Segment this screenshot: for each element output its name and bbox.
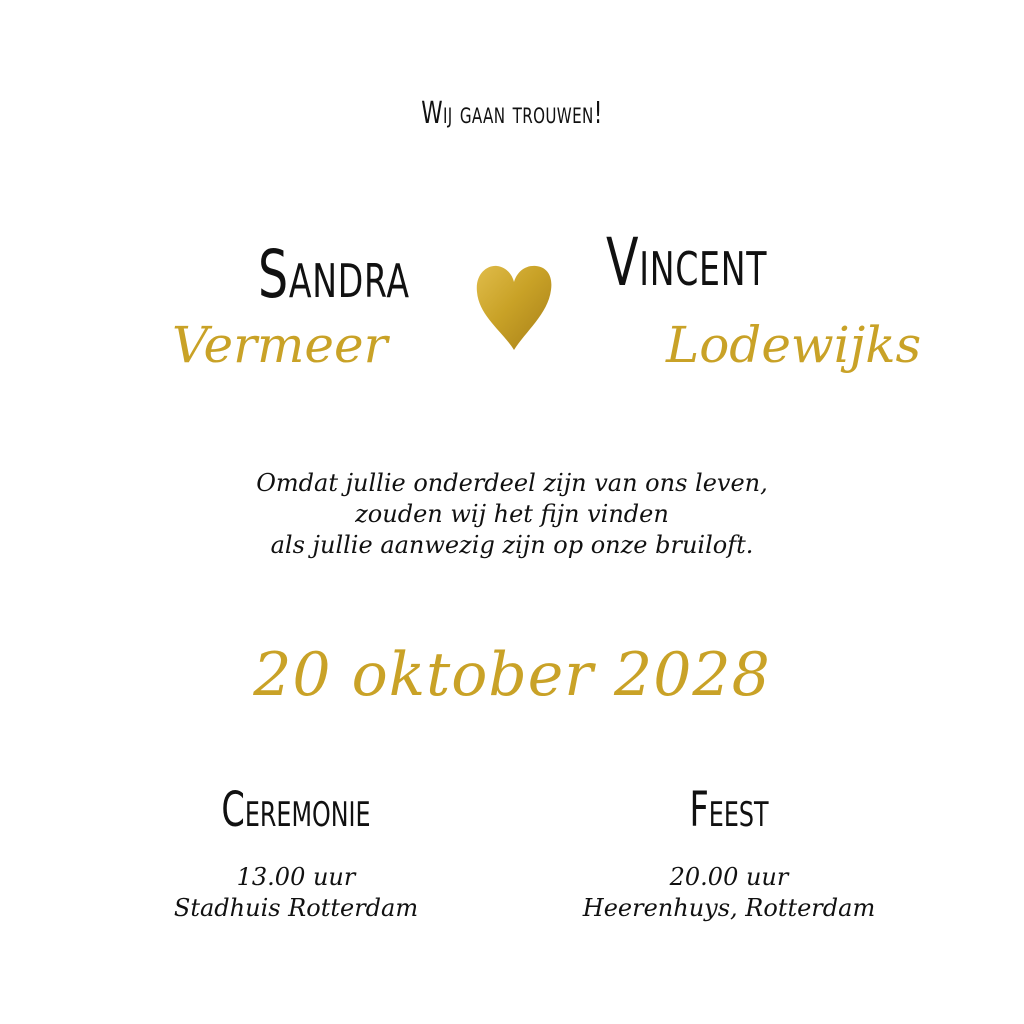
party-heading: Feest bbox=[689, 782, 769, 838]
invitation-text bbox=[0, 468, 1024, 561]
partner-1-first-name: Sandra bbox=[258, 236, 410, 313]
party-section bbox=[568, 780, 890, 924]
headline: Wij gaan trouwen! bbox=[421, 96, 603, 131]
heart-icon bbox=[473, 262, 555, 352]
ceremony-heading: Ceremonie bbox=[221, 782, 371, 838]
partner-2-last-name: Lodewijks bbox=[666, 316, 922, 374]
ceremony-time: 13.00 uur bbox=[236, 863, 356, 891]
invitation-text-line: zouden wij het fijn vinden bbox=[355, 500, 669, 528]
ceremony-section bbox=[146, 780, 446, 924]
partner-2-first-name: Vincent bbox=[606, 224, 768, 301]
invitation-text-line: Omdat jullie onderdeel zijn van ons leven, bbox=[256, 469, 768, 497]
party-location: Heerenhuys, Rotterdam bbox=[582, 894, 876, 922]
party-time: 20.00 uur bbox=[669, 863, 789, 891]
invitation-text-line: als jullie aanwezig zijn op onze bruiloft. bbox=[270, 531, 754, 559]
ceremony-location: Stadhuis Rotterdam bbox=[173, 894, 419, 922]
wedding-date: 20 oktober 2028 bbox=[253, 640, 771, 710]
partner-1-last-name: Vermeer bbox=[172, 316, 388, 374]
